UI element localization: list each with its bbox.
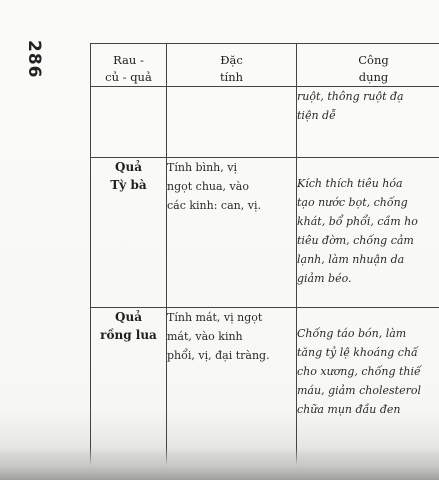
header-property: [167, 44, 297, 87]
row-name-cell: [91, 308, 167, 467]
row-use-cell: [297, 158, 439, 308]
header-line: củ - quả: [105, 70, 152, 84]
table-row: [91, 308, 439, 467]
property-line: mát, vào kinh: [167, 330, 243, 343]
property-line: phổi, vị, đại tràng.: [167, 349, 270, 362]
header-line: Đặc: [220, 53, 243, 67]
name-line: Tỳ bà: [110, 178, 147, 192]
row-use-cell: [297, 87, 439, 158]
row-property-cell: [167, 308, 297, 467]
table-header-row: [91, 44, 439, 87]
use-line: máu, giảm cholesterol: [297, 384, 421, 397]
row-name-cell: [91, 87, 167, 158]
use-line: giảm béo.: [297, 272, 352, 285]
row-use-cell: [297, 308, 439, 467]
name-line: rồng lua: [100, 328, 157, 342]
use-line: cho xương, chống thiế: [297, 365, 421, 378]
row-name-cell: [91, 158, 167, 308]
use-line: tạo nước bọt, chống: [297, 196, 408, 209]
header-line: tính: [219, 70, 244, 84]
property-line: Tính bình, vị: [167, 161, 237, 174]
use-line: ruột, thông ruột đạ: [297, 90, 404, 103]
use-line: tiêu đờm, chống cảm: [297, 234, 414, 247]
header-line: Công: [358, 53, 389, 67]
name-line: Quả: [115, 160, 142, 174]
use-line: lạnh, làm nhuận da: [297, 253, 405, 266]
row-property-cell: [167, 158, 297, 308]
use-line: Kích thích tiêu hóa: [297, 177, 403, 190]
use-line: Chống táo bón, làm: [297, 327, 407, 340]
table-row: [91, 87, 439, 158]
use-line: chữa mụn đầu đen: [297, 403, 401, 416]
table-row: [91, 158, 439, 308]
header-use: [297, 44, 439, 87]
page-number: 286: [24, 40, 44, 79]
header-line: dụng: [358, 70, 389, 84]
property-line: các kinh: can, vị.: [167, 199, 261, 212]
use-line: tăng tỷ lệ khoáng chấ: [297, 346, 418, 359]
row-property-cell: [167, 87, 297, 158]
name-line: Quả: [115, 310, 142, 324]
page-bottom-shadow: [0, 448, 439, 480]
use-line: khát, bổ phổi, cầm ho: [297, 215, 418, 228]
header-line: Rau -: [113, 53, 144, 67]
use-line: tiện dễ: [297, 109, 336, 122]
property-line: Tính mát, vị ngọt: [167, 311, 263, 324]
vegetable-table: [90, 43, 439, 467]
property-line: ngọt chua, vào: [167, 180, 249, 193]
header-vegetable: [91, 44, 167, 87]
